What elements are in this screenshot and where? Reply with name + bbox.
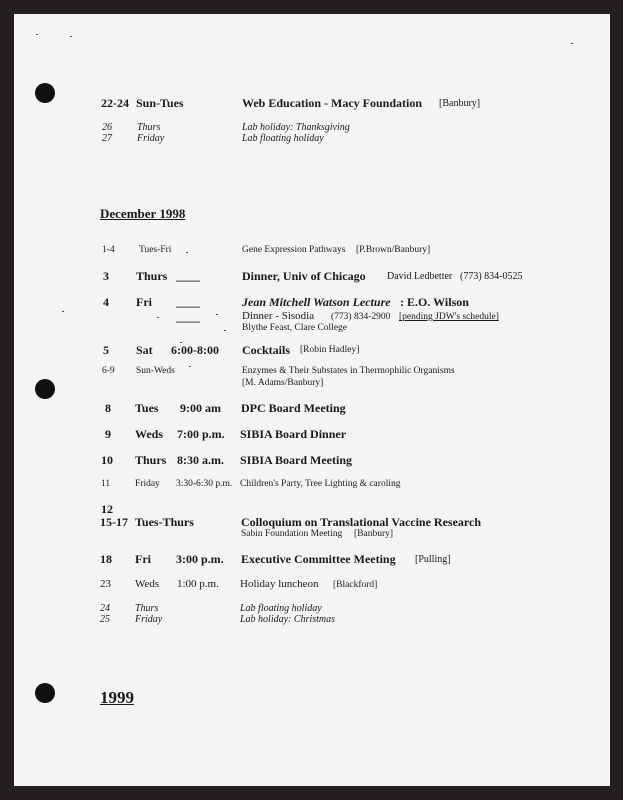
row-title: Holiday luncheon	[240, 578, 319, 590]
punch-hole-middle	[35, 379, 55, 399]
row-date: 22-24	[101, 96, 129, 110]
row-date: 5	[103, 343, 109, 357]
row-note: [Robin Hadley]	[300, 345, 360, 355]
row-day: Weds	[135, 578, 160, 590]
row-time: 8:30 a.m.	[177, 453, 224, 467]
row-phone: (773) 834-2900	[331, 312, 391, 322]
row-time: 9:00 am	[180, 401, 221, 415]
row-day: Tues	[135, 401, 159, 415]
row-day: Friday	[135, 614, 163, 625]
row-time: 1:00 p.m.	[177, 578, 219, 590]
row-day: Thurs	[135, 453, 167, 467]
row-day: Friday	[135, 479, 160, 489]
stray-mark	[571, 43, 573, 44]
row-note: [pending JDW's schedule]	[399, 312, 499, 322]
row-time: 3:30-6:30 p.m.	[176, 479, 233, 489]
row-sub: Sabin Foundation Meeting	[241, 529, 343, 539]
row-day: Tues-Fri	[139, 245, 172, 255]
row-title: Children's Party, Tree Lighting & caroling	[240, 479, 401, 489]
row-date: 1-4	[102, 245, 115, 255]
row-date: 18	[100, 552, 112, 566]
row-title: Dinner, Univ of Chicago	[242, 269, 366, 283]
row-date: 9	[105, 427, 111, 441]
row-day: Tues-Thurs	[135, 515, 194, 529]
stray-mark	[70, 36, 72, 37]
row-date: 8	[105, 401, 111, 415]
row-title: Web Education - Macy Foundation	[242, 96, 423, 110]
stray-mark	[224, 330, 226, 331]
row-day: Thurs	[136, 269, 168, 283]
row-time-second: ____	[176, 310, 200, 324]
stray-mark	[157, 317, 159, 318]
row-date: 6-9	[102, 366, 115, 376]
row-title-italic: Jean Mitchell Watson Lecture	[242, 295, 391, 309]
stray-mark	[36, 34, 38, 35]
row-time: 7:00 p.m.	[177, 427, 225, 441]
row-time: 6:00-8:00	[171, 343, 219, 357]
row-note: [P.Brown/Banbury]	[356, 245, 431, 255]
row-title: Colloquium on Translational Vaccine Research	[241, 515, 482, 529]
stray-mark	[62, 311, 64, 312]
row-note: [Banbury]	[439, 98, 481, 109]
year-heading: 1999	[100, 688, 134, 707]
row-note: [M. Adams/Banbury]	[242, 378, 324, 388]
row-date: 10	[101, 453, 113, 467]
row-date: 15-17	[100, 515, 128, 529]
row-day: Sun-Tues	[136, 96, 184, 110]
row-day: Weds	[135, 427, 164, 441]
row-title-rest: : E.O. Wilson	[400, 295, 469, 309]
row-note: [Pulling]	[415, 554, 451, 565]
row-day: Sun-Weds	[136, 366, 175, 376]
row-day: Fri	[135, 552, 151, 566]
stray-mark	[189, 366, 191, 367]
row-date: 12	[101, 502, 113, 516]
row-date: 27	[102, 133, 112, 144]
row-title: Lab holiday: Christmas	[240, 614, 336, 625]
row-title: Lab holiday: Thanksgiving	[242, 122, 350, 133]
row-title: Enzymes & Their Substates in Thermophilic Organisms	[242, 366, 455, 376]
stray-mark	[216, 314, 218, 315]
document-page	[14, 14, 610, 786]
row-time: ____	[176, 269, 200, 283]
row-title: Executive Committee Meeting	[241, 552, 396, 566]
row-time: 3:00 p.m.	[176, 552, 224, 566]
stray-mark	[186, 252, 188, 253]
month-heading: December 1998	[100, 206, 186, 221]
row-title: SIBIA Board Dinner	[240, 427, 347, 441]
row-date: 11	[101, 479, 111, 489]
row-note: [Banbury]	[354, 529, 394, 539]
row-day: Thurs	[135, 603, 159, 614]
row-line3: Blythe Feast, Clare College	[242, 323, 348, 333]
row-contact: David Ledbetter	[387, 271, 453, 282]
row-title: DPC Board Meeting	[241, 401, 346, 415]
punch-hole-bottom	[35, 683, 55, 703]
row-time: ____	[176, 295, 200, 309]
row-title: SIBIA Board Meeting	[240, 453, 353, 467]
row-date: 3	[103, 269, 109, 283]
row-title: Gene Expression Pathways	[242, 245, 346, 255]
row-day: Fri	[136, 295, 152, 309]
row-title: Lab floating holiday	[240, 603, 322, 614]
row-date: 25	[100, 614, 110, 625]
row-day: Thurs	[137, 122, 161, 133]
row-date: 26	[102, 122, 112, 133]
row-title: Lab floating holiday	[242, 133, 324, 144]
row-line2: Dinner - Sisodia	[242, 310, 315, 322]
row-note: [Blackford]	[333, 580, 378, 590]
row-phone: (773) 834-0525	[460, 271, 523, 282]
row-title: Cocktails	[242, 343, 290, 357]
row-day: Sat	[136, 343, 153, 357]
row-date: 4	[103, 295, 109, 309]
punch-hole-top	[35, 83, 55, 103]
row-day: Friday	[137, 133, 165, 144]
row-date: 24	[100, 603, 110, 614]
row-date: 23	[100, 578, 111, 590]
